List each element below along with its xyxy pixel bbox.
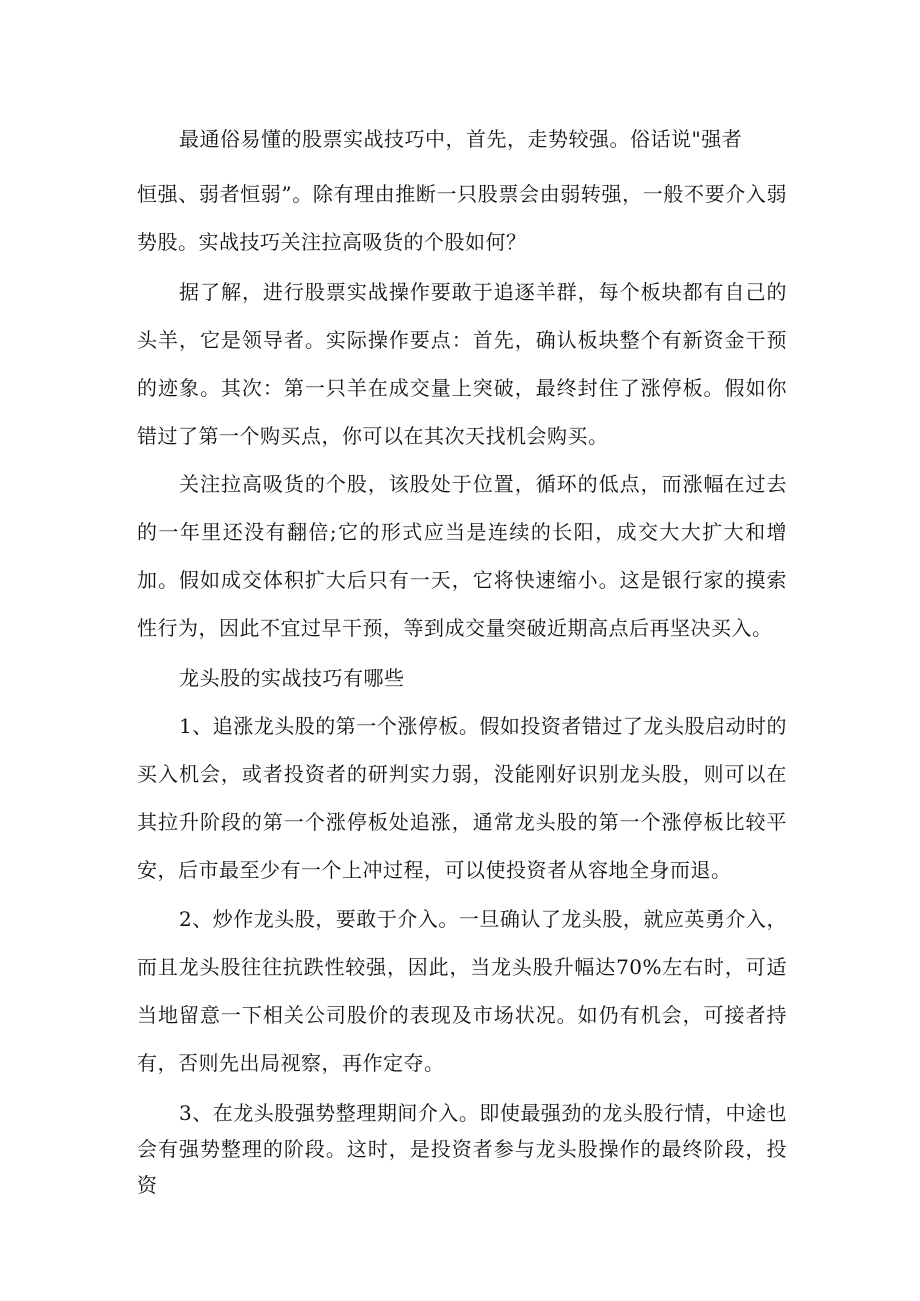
paragraph-tip-1: 1、追涨龙头股的第一个涨停板。假如投资者错过了龙头股启动时的买入机会，或者投资者的研判实力弱，没能刚好识别龙头股，则可以在其拉升阶段的第一个涨停板处追涨，通常龙头股的第一个涨停板比较平安，后市最至少有一个上冲过程，可以使投资者从容地全身而退。 [137,714,787,882]
paragraph-intro-line1: 最通俗易懂的股票实战技巧中，首先，走势较强。俗话说"强者 [179,127,743,151]
section-heading-leading-stocks: 龙头股的实战技巧有哪些 [179,666,405,690]
paragraph-follow-leader: 据了解，进行股票实战操作要敢于追逐羊群，每个板块都有自己的头羊，它是领导者。实际操作要点：首先，确认板块整个有新资金干预的迹象。其次：第一只羊在成交量上突破，最终封住了涨停板。假如你错过了第一个购买点，你可以在其次天找机会购买。 [137,280,787,448]
paragraph-pull-up-stocks: 关注拉高吸货的个股，该股处于位置，循环的低点，而涨幅在过去的一年里还没有翻倍;它的形式应当是连续的长阳，成交大大扩大和增加。假如成交体积扩大后只有一天，它将快速缩小。这是银行家的摸索性行为，因此不宜过早干预，等到成交量突破近期高点后再坚决买入。 [137,472,787,640]
paragraph-tip-2: 2、炒作龙头股，要敢于介入。一旦确认了龙头股，就应英勇介入，而且龙头股往往抗跌性较强，因此，当龙头股升幅达70%左右时，可适当地留意一下相关公司股价的表现及市场状况。如仍有机会，可接者持有，否则先出局视察，再作定夺。 [137,907,787,1075]
paragraph-tip-3: 3、在龙头股强势整理期间介入。即使最强劲的龙头股行情，中途也会有强势整理的阶段。这时，是投资者参与龙头股操作的最终阶段，投资 [137,1101,787,1197]
paragraph-intro-rest: 恒强、弱者恒弱”。除有理由推断一只股票会由弱转强，一般不要介入弱势股。实战技巧关注拉高吸货的个股如何？ [137,182,787,254]
